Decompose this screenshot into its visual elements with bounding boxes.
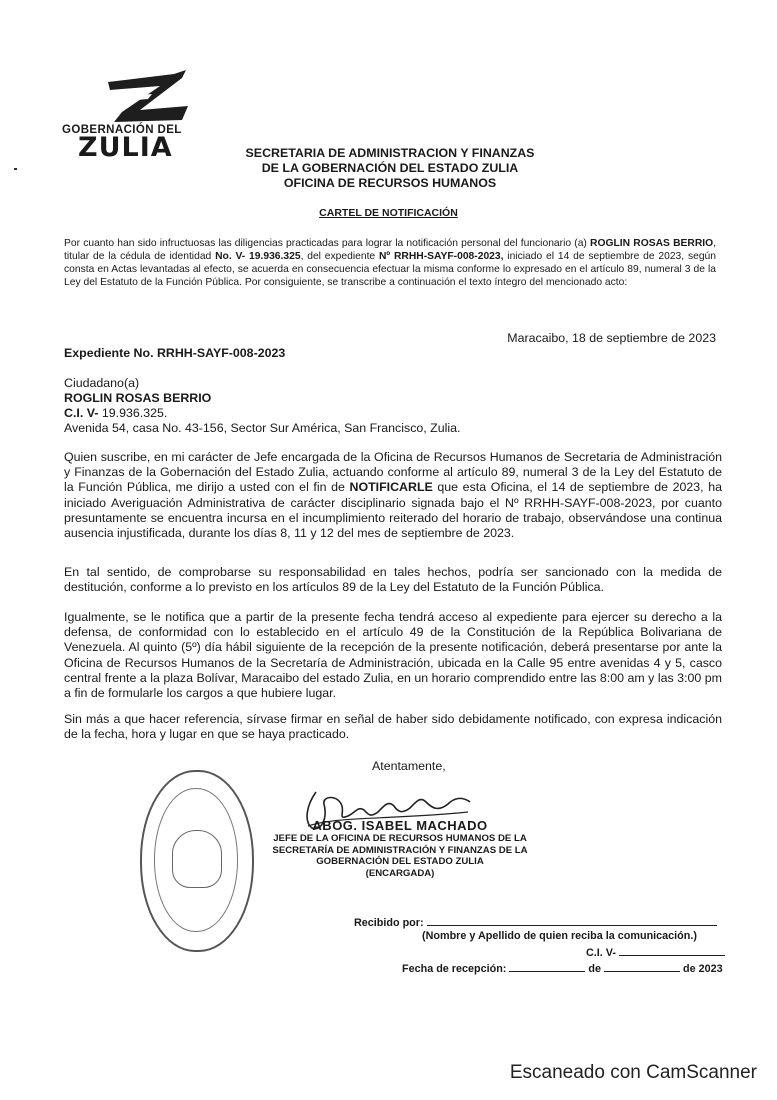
- fecha-year: de 2023: [683, 963, 723, 975]
- intro-text-2: , titular de la cédula de identidad: [64, 238, 716, 263]
- signer-role-line-3: GOBERNACIÓN DEL ESTADO ZULIA: [316, 856, 484, 867]
- recipient-ci-label: C.I. V-: [64, 406, 99, 420]
- fecha-row: [402, 961, 723, 975]
- p1-text-a: Quien suscribe, en mi carácter de Jefe encargada de la Oficina de Recursos Humanos de Secretaria de Administración y Finanzas de la Gobernación del Estado Zulia, actuando conforme al artículo 89, numeral 3 de la Ley del Estatuto de la Función Pública, me dirijo a usted con el fin de: [64, 450, 722, 495]
- intro-text-3: , del expediente: [300, 251, 379, 263]
- nombre-hint: (Nombre y Apellido de quien reciba la comunicación.): [422, 930, 697, 942]
- intro-text-4: iniciado el 14 de septiembre de 2023, según consta en Actas levantadas al efecto, se acuerda en consecuencia efectuar la misma conforme lo expresado en el artículo 89, numeral 3 de la Ley del Estatuto de la Función Pública. Por consiguiente, se transcribe a continuación el texto íntegro del mencionado acto:: [64, 251, 716, 289]
- signer-role-line-2: SECRETARÍA DE ADMINISTRACIÓN Y FINANZAS DE LA: [272, 844, 528, 856]
- ci-row: [586, 945, 725, 959]
- body-paragraph-4: Sin más a que hacer referencia, sírvase firmar en señal de haber sido debidamente notificado, con expresa indicación de la fecha, hora y lugar en que se haya practicado.: [64, 712, 722, 742]
- recibido-row: [354, 915, 717, 929]
- org-line-3: OFICINA DE RECURSOS HUMANOS: [283, 176, 497, 190]
- closing-text: Atentamente,: [372, 759, 446, 773]
- recipient-address: Avenida 54, casa No. 43-156, Sector Sur América, San Francisco, Zulia.: [64, 421, 461, 435]
- body-paragraph-1: [64, 450, 722, 541]
- recipient-ci: [64, 406, 714, 421]
- stamp-emblem-icon: [172, 830, 222, 888]
- recipient-salutation: Ciudadano(a): [64, 376, 140, 390]
- logo-text-zulia: ZULIA: [78, 132, 173, 163]
- intro-text-1: Por cuanto han sido infructuosas las diligencias practicadas para lograr la notificación personal del funcionario (a): [64, 238, 591, 249]
- intro-ci: No. V- 19.936.325: [215, 251, 301, 263]
- fecha-de-1: de: [588, 963, 602, 975]
- body-paragraph-3: Igualmente, se le notifica que a partir de la presente fecha tendrá acceso al expediente para ejercer su derecho a la defensa, de conformidad con lo establecido en el artículo 49 de la Constitución de la República Bolivariana de Venezuela. Al quinto (5º) día hábil siguiente de la recepción de la presente notificación, deberá presentarse por ante la Oficina de Recursos Humanos de la Secretaría de Administración, ubicada en la Calle 95 entre avenidas 4 y 5, casco central frente a la plaza Bolívar, Maracaibo del estado Zulia, en un horario comprendido entre las 8:00 am y las 3:00 pm a fin de formularle los cargos a que hubiere lugar.: [64, 610, 722, 701]
- body-paragraph-2: En tal sentido, de comprobarse su responsabilidad en tales hechos, podría ser sancionado con la medida de destitución, conforme a lo previsto en los artículos 89 de la Ley del Estatuto de la Función Pública.: [64, 565, 722, 595]
- official-seal-stamp: [140, 770, 254, 952]
- intro-paragraph: [64, 237, 716, 289]
- signer-role-line-1: JEFE DE LA OFICINA DE RECURSOS HUMANOS DE LA: [273, 833, 527, 844]
- p1-text-c: que esta Oficina, el 14 de septiembre de 2023, ha iniciado Averiguación Administrativa de carácter disciplinario signada bajo el Nº RRHH-SAYF-008-2023, por cuanto presuntamente se encuentra incursa en el incumplimiento reiterado del horario de trabajo, observándose una continua ausencia injustificada, durante los días 8, 11 y 12 del mes de septiembre de 2023.: [64, 480, 722, 541]
- z-logo-icon: [100, 66, 200, 124]
- fecha-label: Fecha de recepción:: [402, 963, 507, 975]
- recipient-block: [64, 376, 714, 436]
- signer-role-line-4: (ENCARGADA): [365, 867, 435, 879]
- org-line-1: SECRETARIA DE ADMINISTRACION Y FINANZAS: [245, 146, 535, 160]
- recipient-ci-value: 19.936.325.: [98, 406, 168, 420]
- signer-name: ABOG. ISABEL MACHADO: [312, 818, 488, 833]
- ci-label: C.I. V-: [586, 947, 616, 959]
- p1-notificarle: NOTIFICARLE: [349, 480, 433, 495]
- intro-name: ROGLIN ROSAS BERRIO: [590, 238, 714, 249]
- ci-blank-line[interactable]: [619, 945, 725, 956]
- logo-text-top: GOBERNACIÓN DEL: [62, 124, 182, 136]
- fecha-day-blank[interactable]: [509, 961, 585, 972]
- intro-expediente: Nº RRHH-SAYF-008-2023,: [378, 251, 504, 263]
- recipient-name: ROGLIN ROSAS BERRIO: [64, 391, 212, 405]
- scan-speck: [14, 168, 17, 170]
- signer-block: [250, 818, 550, 879]
- fecha-month-blank[interactable]: [604, 961, 680, 972]
- document-date: Maracaibo, 18 de septiembre de 2023: [507, 331, 716, 345]
- signer-role: [250, 833, 550, 879]
- camscanner-watermark: Escaneado con CamScanner: [509, 1062, 757, 1083]
- recibido-blank-line[interactable]: [427, 915, 717, 926]
- expediente-number: Expediente No. RRHH-SAYF-008-2023: [64, 346, 286, 360]
- organization-header: [200, 146, 580, 191]
- recibido-label: Recibido por:: [354, 917, 424, 929]
- document-title: CARTEL DE NOTIFICACIÓN: [319, 207, 458, 219]
- org-line-2: DE LA GOBERNACIÓN DEL ESTADO ZULIA: [261, 161, 519, 175]
